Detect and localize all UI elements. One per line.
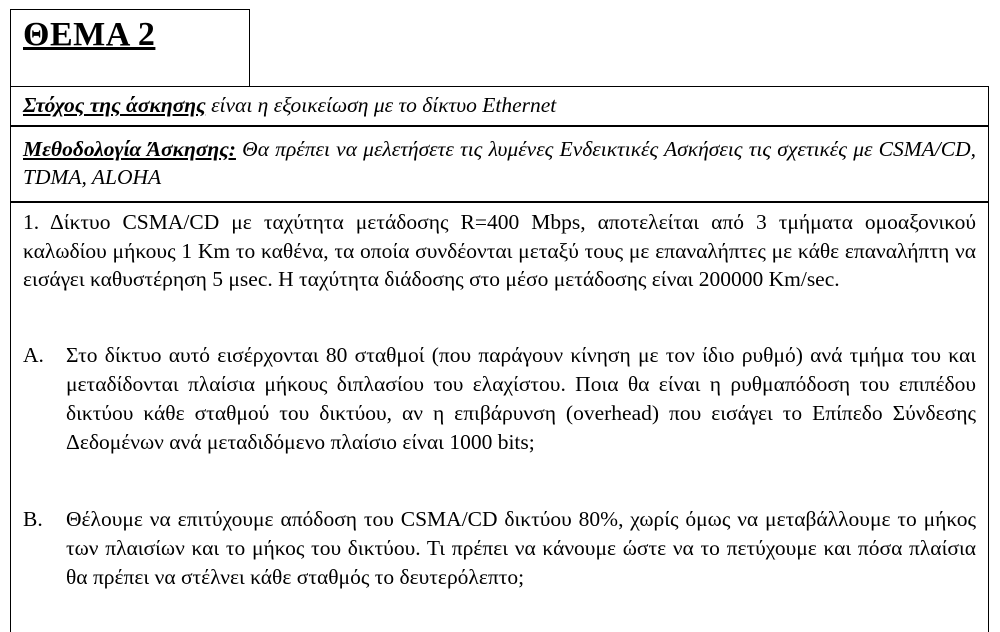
title-box [10, 9, 250, 86]
methodology-text-block [23, 135, 976, 191]
goal-box [10, 86, 989, 126]
part-marker: Β. [23, 507, 43, 531]
question-part-a [23, 341, 976, 457]
question-box [10, 202, 989, 632]
question-part-b [23, 505, 976, 592]
goal-text: είναι η εξοικείωση με το δίκτυο Ethernet [205, 93, 557, 117]
goal-line [23, 93, 556, 118]
part-text: Θέλουμε να επιτύχουμε απόδοση του CSMA/CD δικτύου 80%, χωρίς όμως να μεταβάλλουμε το μήκος των πλαισίων και το μήκος του δικτύου. Τι πρέπει να κάνουμε ώστε να το πετύχουμε και πόσα πλαίσια θα πρέπει να στέλνει κάθε σταθμός το δευτερόλεπτο; [66, 507, 976, 589]
goal-label: Στόχος της άσκησης [23, 93, 206, 117]
page-title: ΘΕΜΑ 2 [23, 16, 156, 53]
methodology-label: Μεθοδολογία Άσκησης: [23, 137, 236, 161]
methodology-text: Θα πρέπει να μελετήσετε τις λυμένες Ενδεικτικές Ασκήσεις τις σχετικές με CSMA/CD, TDMA, ALOHA [23, 137, 977, 189]
part-text: Στο δίκτυο αυτό εισέρχονται 80 σταθμοί (που παράγουν κίνηση με τον ίδιο ρυθμό) ανά τμήμα του και μεταδίδονται πλαίσια μήκους διπλασίου του ελαχίστου. Ποια θα είναι η ρυθμαπόδοση του επιπέδου δικτύου κάθε σταθμού του δικτύου, αν η επιβάρυνση (overhead) που εισάγει το Επίπεδο Σύνδεσης Δεδομένων ανά μεταδιδόμενο πλαίσιο είναι 1000 bits; [66, 343, 976, 454]
question-text: 1. Δίκτυο CSMA/CD με ταχύτητα μετάδοσης R=400 Mbps, αποτελείται από 3 τμήματα ομοαξονικού καλωδίου μήκους 1 Km το καθένα, τα οποία συνδέονται μεταξύ τους με επαναλήπτες με κάθε επαναλήπτη να εισάγει καθυστέρηση 5 μsec. Η ταχύτητα διάδοσης στο μέσο μετάδοσης είναι 200000 Km/sec. [23, 210, 976, 291]
part-marker: Α. [23, 343, 44, 367]
methodology-box [10, 126, 989, 202]
